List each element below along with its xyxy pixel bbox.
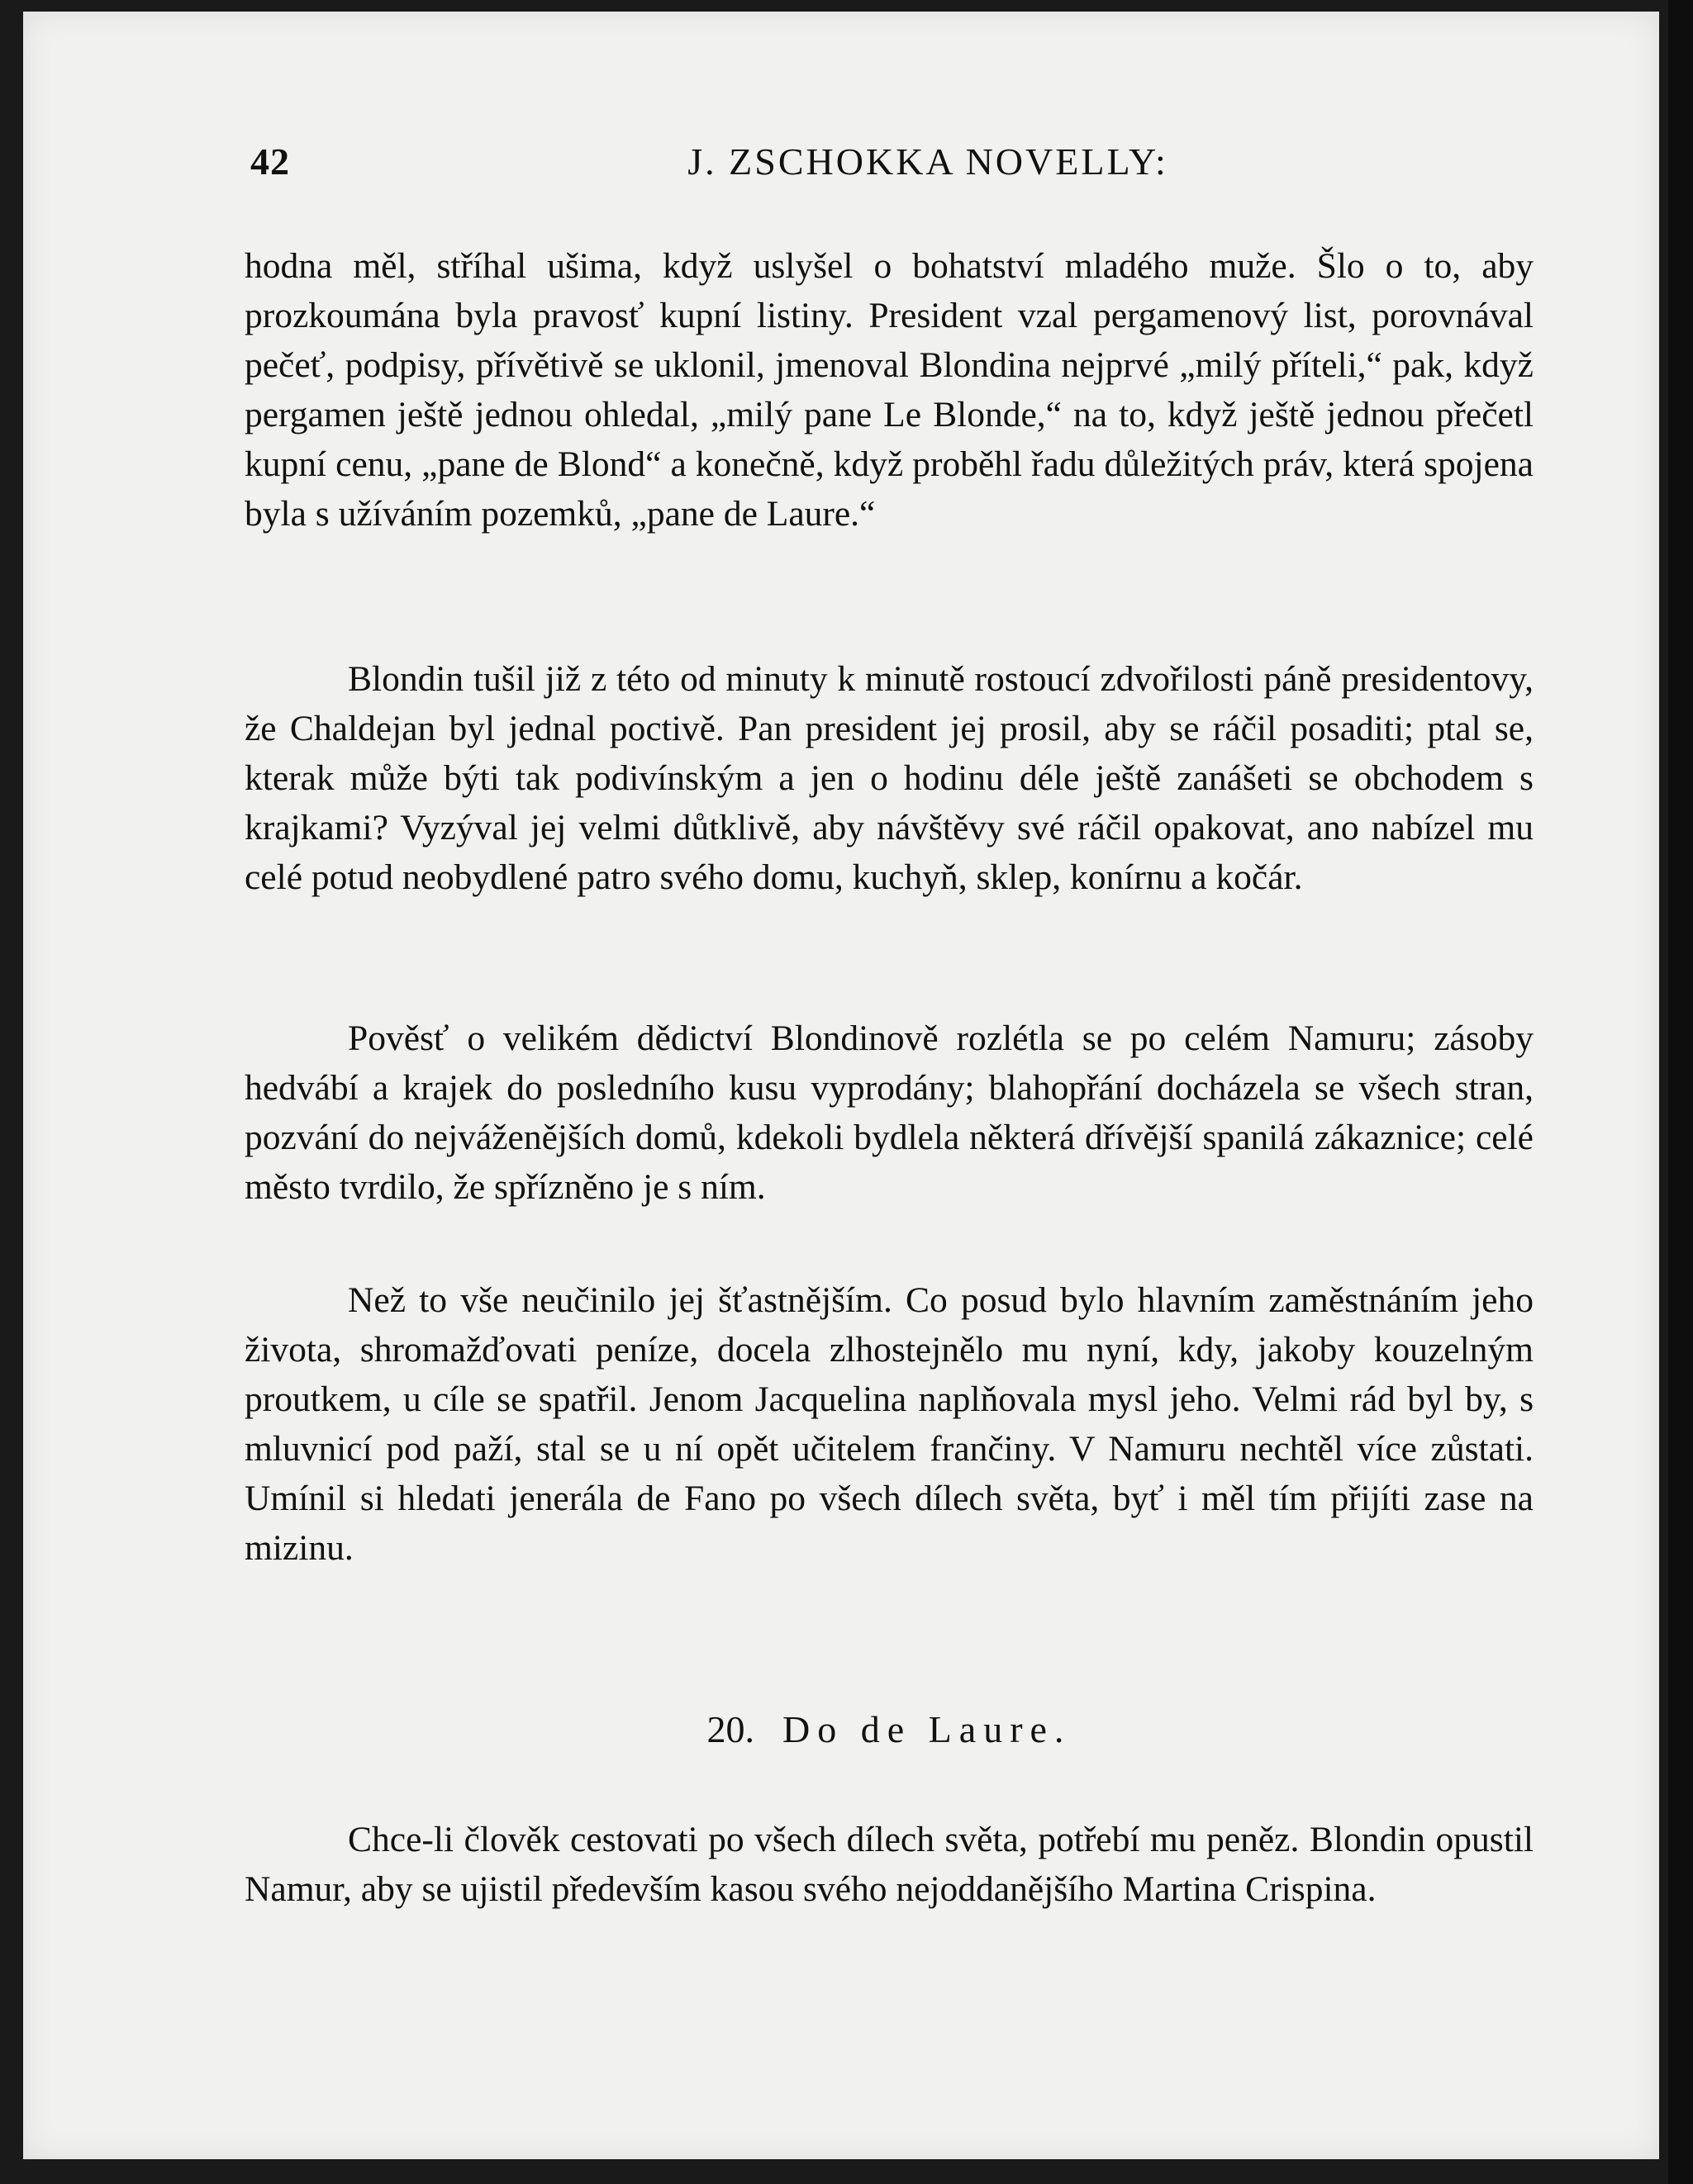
chapter-number: 20. — [706, 1708, 755, 1750]
paragraph-text: Chce-li člověk cestovati po všech dílech světa, potřebí mu peněz. Blondin opustil Namur, aby se ujistil především kasou svého nejoddanějšího Martina Crispina. — [245, 1820, 1534, 1909]
book-page — [23, 12, 1659, 2159]
paragraph — [245, 1014, 1534, 1212]
scan-edge — [1668, 0, 1693, 2184]
paragraph — [245, 654, 1534, 902]
running-title: J. ZSCHOKKA NOVELLY: — [687, 140, 1168, 183]
chapter-heading — [245, 1707, 1534, 1751]
chapter-title: Do de Laure. — [782, 1708, 1072, 1750]
page-header — [250, 140, 1605, 189]
page-number: 42 — [250, 140, 290, 183]
paragraph-continuation — [245, 241, 1534, 539]
paragraph-text: Pověsť o velikém dědictví Blondinově rozlétla se po celém Namuru; zásoby hedvábí a krajek do posledního kusu vyprodány; blahopřání docházela se všech stran, pozvání do nejváženějších domů, kdekoli bydlela některá dřívější spanilá zákaznice; celé město tvrdilo, že spřízněno je s ním. — [245, 1018, 1534, 1207]
paragraph-text: hodna měl, stříhal ušima, když uslyšel o bohatství mladého muže. Šlo o to, aby prozkoumána byla pravosť kupní listiny. President vzal pergamenový list, porovnával pečeť, podpisy, přívětivě se uklonil, jmenoval Blondina nejprvé „milý příteli,“ pak, když pergamen ještě jednou ohledal, „milý pane Le Blonde,“ na to, když ještě jednou přečetl kupní cenu, „pane de Blond“ a konečně, když proběhl řadu důležitých práv, která spojena byla s užíváním pozemků, „pane de Laure.“ — [245, 246, 1534, 534]
paragraph — [245, 1275, 1534, 1573]
paragraph-text: Blondin tušil již z této od minuty k minutě rostoucí zdvořilosti páně presidentovy, že Chaldejan byl jednal poctivě. Pan president jej prosil, aby se ráčil posaditi; ptal se, kterak může býti tak podivínským a jen o hodinu déle ještě zanášeti se obchodem s krajkami? Vyzýval jej velmi důtklivě, aby návštěvy své ráčil opakovat, ano nabízel mu celé potud neobydlené patro svého domu, kuchyň, sklep, konírnu a kočár. — [245, 659, 1534, 897]
paragraph — [245, 1815, 1534, 1914]
paragraph-text: Než to vše neučinilo jej šťastnějším. Co posud bylo hlavním zaměstnáním jeho života, shromažďovati peníze, docela zlhostejnělo mu nyní, kdy, jakoby kouzelným proutkem, u cíle se spatřil. Jenom Jacquelina naplňovala mysl jeho. Velmi rád byl by, s mluvnicí pod paží, stal se u ní opět učitelem frančiny. V Namuru nechtěl více zůstati. Umínil si hledati jenerála de Fano po všech dílech světa, byť i měl tím přijíti zase na mizinu. — [245, 1280, 1534, 1568]
